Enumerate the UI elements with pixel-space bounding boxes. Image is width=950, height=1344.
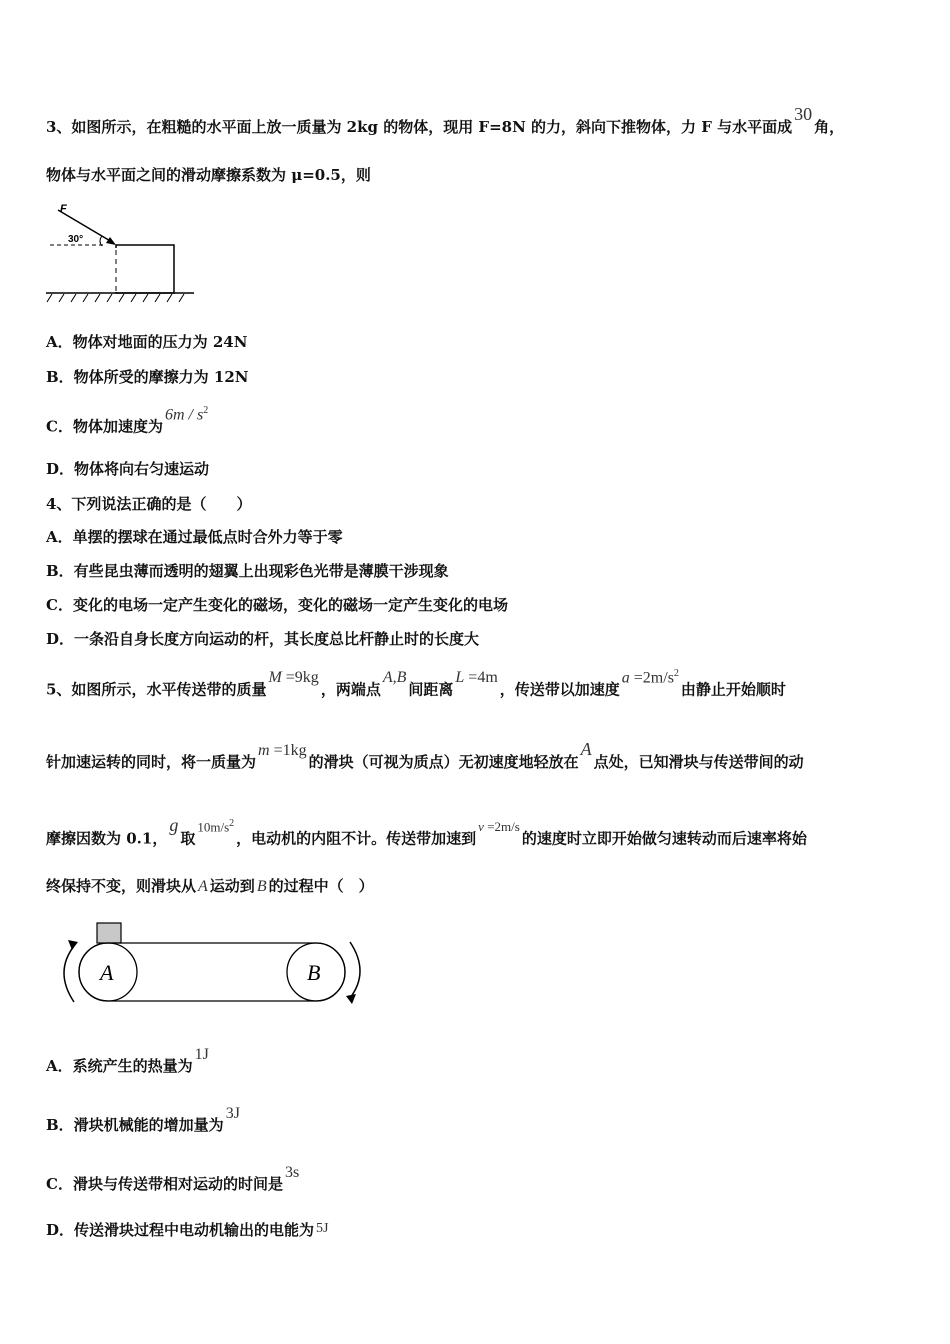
q5-option-c xyxy=(46,1164,301,1195)
q5-points-ab-math: A,B xyxy=(382,669,407,687)
q4-option-a: A．单摆的摆球在通过最低点时合外力等于零 xyxy=(46,528,343,546)
q5-option-c-text: C．滑块与传送带相对运动的时间是 xyxy=(46,1175,283,1193)
q3-option-c xyxy=(46,405,210,437)
q3-stem-line1 xyxy=(46,104,845,137)
q3-angle-math: 30 xyxy=(794,104,813,124)
q5-text: 的速度时立即开始做匀速转动而后速率将始 xyxy=(521,829,807,848)
q5-g-var-math: g xyxy=(169,815,179,836)
q4-option-b: B．有些昆虫薄而透明的翅翼上出现彩色光带是薄膜干涉现象 xyxy=(46,562,449,580)
q5-mass-M-math: M =9kg xyxy=(268,669,319,687)
q5-rotation-arrow-left xyxy=(64,946,74,1002)
q5-option-b xyxy=(46,1105,242,1136)
q5-text: 点处，已知滑块与传送带间的动 xyxy=(593,753,804,771)
q5-g-value-math: $10m/s^2$ xyxy=(197,818,235,835)
q3-option-c-text: C．物体加速度为 xyxy=(46,417,163,436)
q3-stem-line2: 物体与水平面之间的滑动摩擦系数为 μ=0.5，则 xyxy=(46,166,371,184)
q5-option-a xyxy=(46,1046,211,1077)
q5-text: 间距离 xyxy=(408,680,454,699)
q5-point-a-math: A xyxy=(580,739,592,759)
q3-option-b: B．物体所受的摩擦力为 12N xyxy=(46,368,249,386)
q4-option-c: C．变化的电场一定产生变化的磁场，变化的磁场一定产生变化的电场 xyxy=(46,596,508,614)
q5-option-d-text: D．传送滑块过程中电动机输出的电能为 xyxy=(46,1221,315,1239)
q5-text: 的过程中（ ） xyxy=(268,877,374,895)
q5-text: 针加速运转的同时，将一质量为 xyxy=(46,753,257,771)
q5-conveyor-figure xyxy=(52,918,374,1016)
q5-fig-label-b: B xyxy=(307,960,321,985)
q5-text: 取 xyxy=(180,829,196,848)
q5-option-d xyxy=(46,1220,330,1242)
q3-option-d: D．物体将向右匀速运动 xyxy=(46,460,210,478)
q3-fig-force-label: F xyxy=(60,203,67,215)
q5-stem-line1 xyxy=(46,668,786,700)
q5-text: 5、如图所示，水平传送带的质量 xyxy=(46,680,267,699)
q5-to-b-math: B xyxy=(256,878,267,895)
q5-option-a-math: 1J xyxy=(194,1046,209,1063)
q3-option-a: A．物体对地面的压力为 24N xyxy=(46,333,248,351)
q5-slider-block xyxy=(97,923,121,943)
q3-option-c-math: $6m / s^2$ xyxy=(164,405,209,424)
q5-text: 的滑块（可视为质点）无初速度地轻放在 xyxy=(308,753,579,771)
q5-text: 摩擦因数为 0.1， xyxy=(46,829,168,848)
q5-option-b-text: B．滑块机械能的增加量为 xyxy=(46,1116,224,1134)
q5-text: 由静止开始顺时 xyxy=(680,680,786,699)
q3-fig-angle-label: 30° xyxy=(68,234,84,245)
q3-figure xyxy=(44,198,196,304)
q5-text: 运动到 xyxy=(209,877,255,895)
q5-acceleration-math: $a =2m/s^2$ xyxy=(621,668,679,687)
q5-option-a-text: A．系统产生的热量为 xyxy=(46,1057,193,1075)
q5-text: ，电动机的内阻不计。传送带加速到 xyxy=(236,829,477,848)
q5-stem-line2 xyxy=(46,739,804,773)
q4-option-d: D．一条沿自身长度方向运动的杆，其长度总比杆静止时的长度大 xyxy=(46,630,480,648)
q3-stem-a: 3、如图所示，在粗糙的水平面上放一质量为 2kg 的物体，现用 F=8N 的力，斜向下推物体，力 F 与水平面成 xyxy=(46,118,793,136)
q5-text: ，两端点 xyxy=(320,680,381,699)
q5-option-c-math: 3s xyxy=(284,1164,300,1181)
q5-length-math: L =4m xyxy=(455,669,498,687)
q3-stem-b: 角， xyxy=(814,118,845,136)
q5-text: 终保持不变，则滑块从 xyxy=(46,877,197,895)
q4-stem: 4、下列说法正确的是（ ） xyxy=(46,495,252,513)
q5-option-d-math: 5J xyxy=(316,1221,329,1236)
q5-option-b-math: 3J xyxy=(225,1105,240,1122)
q5-text: ，传送带以加速度 xyxy=(499,680,620,699)
q5-velocity-math: v =2m/s xyxy=(478,819,520,835)
q5-from-a-math: A xyxy=(198,878,208,895)
q5-stem-line3 xyxy=(46,815,807,849)
q5-rotation-arrow-right xyxy=(350,942,360,998)
q5-mass-m-math: m =1kg xyxy=(258,742,307,759)
q5-fig-label-a: A xyxy=(100,960,114,985)
q5-stem-line4 xyxy=(46,876,374,897)
